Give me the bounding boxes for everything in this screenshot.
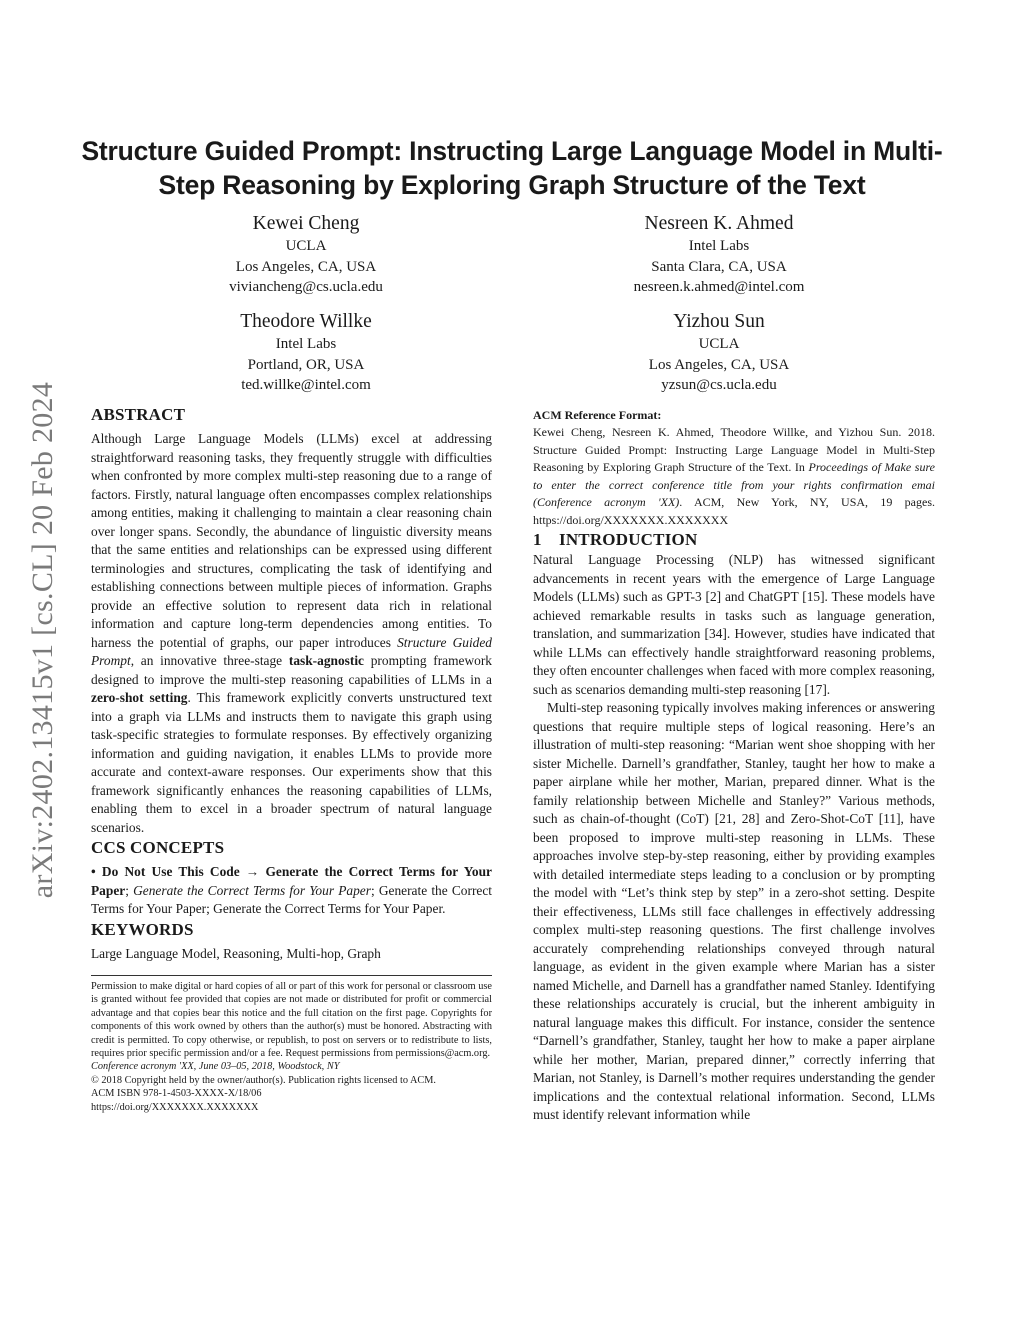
author-email[interactable]: nesreen.k.ahmed@intel.com [633,279,805,295]
keywords-text: Large Language Model, Reasoning, Multi-hop, Graph [91,945,381,961]
author-block [554,212,884,298]
author-location: Los Angeles, CA, USA [235,258,377,275]
author-affiliation: UCLA [698,336,740,352]
abstract-heading: ABSTRACT [91,405,186,424]
author-email[interactable]: ted.willke@intel.com [241,377,371,393]
ccs-concepts-text: • Do Not Use This Code → Generate the Correct Terms for Your Paper; Generate the Correct Terms for Your Paper; Generate the Correct Terms for Your Paper; Generate the Correct Terms for Your Paper. [91,864,493,916]
isbn-line: ACM ISBN 978-1-4503-XXXX-X/18/06 [91,1088,262,1100]
ccs-concepts-heading: CCS CONCEPTS [91,838,225,857]
author-name: Nesreen K. Ahmed [644,213,794,234]
conference-line: Conference acronym 'XX, June 03–05, 2018, Woodstock, NY [91,1061,340,1073]
acm-reference-heading: ACM Reference Format: [533,408,662,422]
intro-paragraph: Multi-step reasoning typically involves making inferences or answering questions that require multiple steps of logical reasoning. Here’s an illustration of multi-step reasoning: “Marian went shoe shopping with her sister Michelle. Darnell’s grandfather, Stanley, taught her how to make a paper airplane while her mother, Marian, prepared dinner. What is the family relationship between Michelle and Stanley?” Various methods, such as chain-of-thought (CoT) [21, 28] and Zero-Shot-CoT [11], have been proposed to improve multi-step reasoning in LLMs. These approaches involve step-by-step reasoning, either by providing examples with detailed intermediate steps leading to a conclusion or by prompting the model with “Let’s think step by step” in a zero-shot setting. Despite their effectiveness, LLMs still face challenges in effectively addressing complex multi-step reasoning questions. The first challenge involves accurately comprehending relationships conveyed through natural language, as evident in the given example where Marian has a sister named Michelle, and Darnell has a grandfather named Stanley. Identifying these relationships accurately is crucial, but the inherent ambiguity in natural language makes this difficult. For instance, consider the sentence “Darnell’s grandfather, Stanley, taught her how to make a paper airplane while her mother, Marian, prepared dinner,” correctly inferring that Marian, not Stanley, is Darnell’s mother requires understanding the gender implications and the contextual relational information. Second, LLMs must identify relevant information while [533,700,935,1122]
intro-paragraph: Natural Language Processing (NLP) has witnessed significant advancements in recent years with the emergence of Large Language Models (LLMs) such as GPT-3 [2] and ChatGPT [15]. These models have achieved remarkable results in tasks such as language generation, translation, and summarization [34]. However, studies have indicated that while LLMs can effectively handle straightforward reasoning problems, they often encounter challenges when faced with more complex reasoning, such as scenarios demanding multi-step reasoning [17]. [533,552,935,697]
doi-link[interactable]: https://doi.org/XXXXXXX.XXXXXXX [91,1101,259,1113]
paper-title: Structure Guided Prompt: Instructing Large Language Model in Multi-Step Reasoning by Exploring Graph Structure of the Text [81,136,943,200]
copyright-line: © 2018 Copyright held by the owner/author(s). Publication rights licensed to ACM. [91,1074,437,1086]
section-title: INTRODUCTION [559,530,698,549]
author-location: Los Angeles, CA, USA [648,356,790,373]
author-name: Theodore Willke [240,311,372,332]
author-email[interactable]: yzsun@cs.ucla.edu [661,377,777,393]
author-block [141,212,471,298]
permission-notice [91,975,492,1114]
author-location: Portland, OR, USA [247,356,365,373]
permission-text: Permission to make digital or hard copies of all or part of this work for personal or classroom use is granted without fee provided that copies are not made or distributed for profit or commercial advantage and that copies bear this notice and the full citation on the first page. Copyrights for components of this work owned by others than the author(s) must be honored. Abstracting with credit is permitted. To copy otherwise, or republish, to post on servers or to redistribute to lists, requires prior specific permission and/or a fee. Request permissions from permissions@acm.org. [91,981,492,1060]
author-affiliation: Intel Labs [688,238,750,254]
left-column [91,404,492,1114]
right-column [533,407,935,1125]
author-name: Kewei Cheng [252,213,360,234]
author-name: Yizhou Sun [673,311,765,332]
abstract-text: Although Large Language Models (LLMs) excel at addressing straightforward reasoning tasks, they frequently struggle with difficulties when confronted by more complex multi-step reasoning due to a range of factors. Firstly, natural language often encompasses complex relationships among entities, making it challenging to maintain a clear reasoning chain over longer spans. Secondly, the abundance of linguistic diversity means that the same entities and relationships can be expressed using different terminologies and structures, complicating the task of identifying and establishing connections between multiple pieces of information. Graphs provide an effective solution to represent data rich in relational information and capture long-term dependencies among entities. To harness the potential of graphs, our paper introduces Structure Guided Prompt, an innovative three-stage task-agnostic prompting framework designed to improve the multi-step reasoning capabilities of LLMs in a zero-shot setting. This framework explicitly converts unstructured text into a graph via LLMs and instructs them to navigate this graph using task-specific strategies to formulate responses. By effectively organizing information and guiding navigation, it enables LLMs to provide more accurate and context-aware responses. Our experiments show that this framework significantly enhances the reasoning capabilities of LLMs, enabling them to excel in a broader spectrum of natural language scenarios. [91,431,492,835]
arxiv-identifier: arXiv:2402.13415v1 [cs.CL] 20 Feb 2024 [26,381,59,899]
introduction-heading [533,529,935,551]
author-block [141,310,471,396]
author-email[interactable]: viviancheng@cs.ucla.edu [229,279,383,295]
author-block [554,310,884,396]
author-location: Santa Clara, CA, USA [651,258,787,275]
author-affiliation: UCLA [285,238,327,254]
author-affiliation: Intel Labs [275,336,337,352]
section-number: 1 [533,530,542,549]
acm-reference-text: Kewei Cheng, Nesreen K. Ahmed, Theodore Willke, and Yizhou Sun. 2018. Structure Guided Prompt: Instructing Large Language Model in Multi-Step Reasoning by Exploring Graph Structure of the Text. In Proceedings of Make sure to enter the correct conference title from your rights confirmation emai (Conference acronym 'XX). ACM, New York, NY, USA, 19 pages. https://doi.org/XXXXXXX.XXXXXXX [533,425,935,527]
keywords-heading: KEYWORDS [91,919,194,939]
